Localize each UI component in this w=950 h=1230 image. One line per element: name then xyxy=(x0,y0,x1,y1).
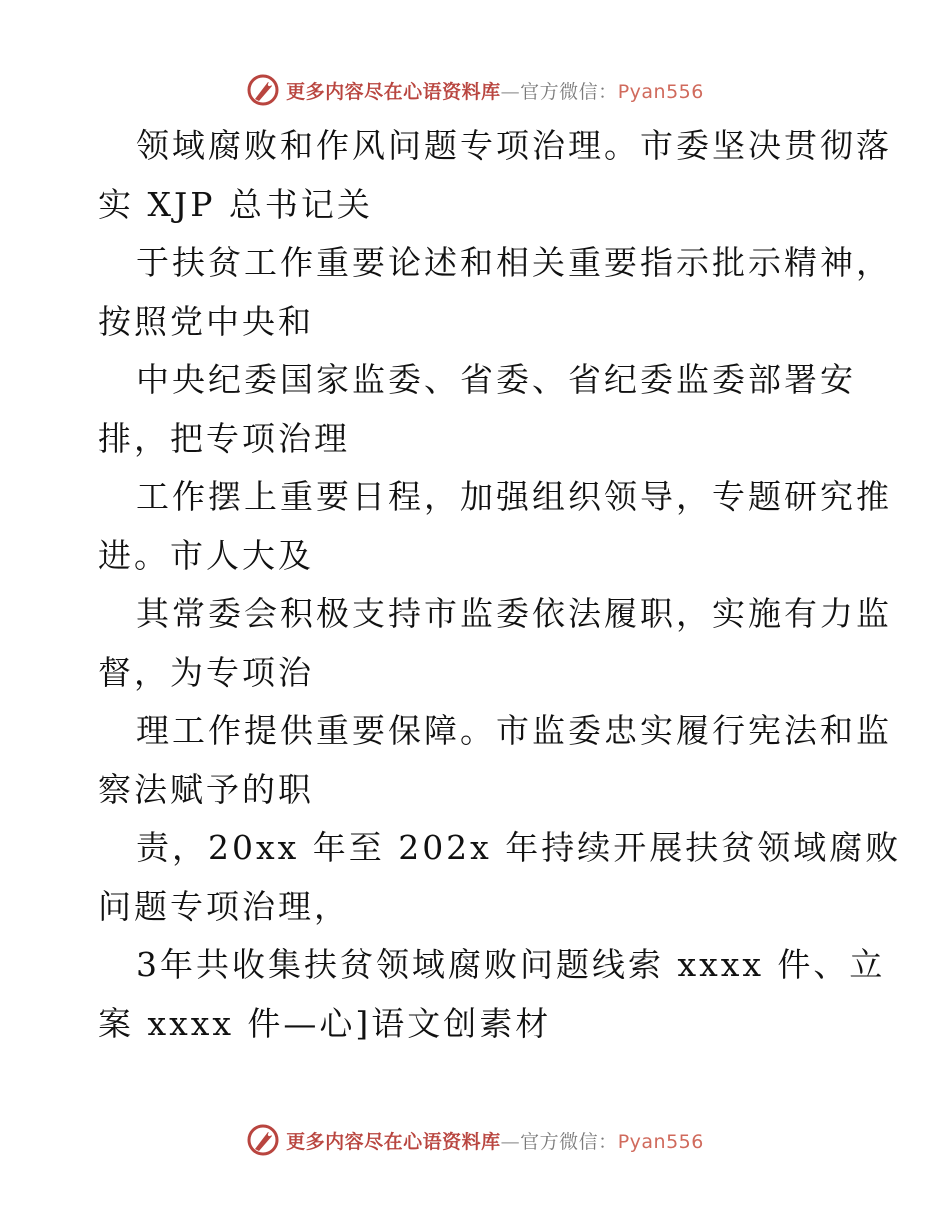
header-banner xyxy=(0,70,950,110)
banner-dash: — xyxy=(500,1130,521,1153)
pen-nib-logo-icon xyxy=(246,73,280,107)
paragraph-line: 进。市人大及 xyxy=(98,535,314,575)
paragraph-line: 问题专项治理， xyxy=(98,886,350,926)
banner-dash: — xyxy=(500,80,521,103)
paragraph xyxy=(98,702,892,819)
banner-text xyxy=(286,1127,704,1154)
paragraph-line: 中央纪委国家监委、省委、省纪委监委部署安 xyxy=(136,360,856,399)
banner-wechat-id: Pyan556 xyxy=(617,80,704,103)
paragraph-line: 责，20xx 年至 202x 年持续开展扶贫领域腐败 xyxy=(136,828,902,867)
banner-wechat-id: Pyan556 xyxy=(617,1130,704,1153)
banner-wechat-label: 官方微信： xyxy=(520,1130,618,1153)
pen-nib-logo-icon xyxy=(246,1123,280,1157)
paragraph xyxy=(98,351,858,468)
paragraph-line: 排，把专项治理 xyxy=(98,418,350,458)
banner-text xyxy=(286,77,704,104)
paragraph-line: 3年共收集扶贫领域腐败问题线索 xxxx 件、立 xyxy=(136,945,886,984)
paragraph xyxy=(98,468,892,585)
paragraph-line: 于扶贫工作重要论述和相关重要指示批示精神， xyxy=(136,243,892,282)
paragraph xyxy=(98,936,886,1053)
banner-wechat-label: 官方微信： xyxy=(520,80,618,103)
paragraph-line: 工作摆上重要日程，加强组织领导，专题研究推 xyxy=(136,477,892,516)
banner-brand: 更多内容尽在心语资料库 xyxy=(286,1130,501,1153)
paragraph xyxy=(98,819,902,936)
paragraph-line: 理工作提供重要保障。市监委忠实履行宪法和监 xyxy=(136,711,892,750)
document-body xyxy=(98,117,902,1053)
paragraph xyxy=(98,234,892,351)
footer-banner xyxy=(0,1120,950,1160)
paragraph xyxy=(98,117,892,234)
banner-brand: 更多内容尽在心语资料库 xyxy=(286,80,501,103)
paragraph-line: 按照党中央和 xyxy=(98,301,314,341)
paragraph-line: 其常委会积极支持市监委依法履职，实施有力监 xyxy=(136,594,892,633)
paragraph-line: 督，为专项治 xyxy=(98,652,314,692)
paragraph xyxy=(98,585,892,702)
paragraph-line: 案 xxxx 件—心]语文创素材 xyxy=(98,1003,552,1043)
paragraph-line: 领域腐败和作风问题专项治理。市委坚决贯彻落 xyxy=(136,126,892,165)
paragraph-line: 察法赋予的职 xyxy=(98,769,314,809)
paragraph-line: 实 XJP 总书记关 xyxy=(98,184,373,224)
